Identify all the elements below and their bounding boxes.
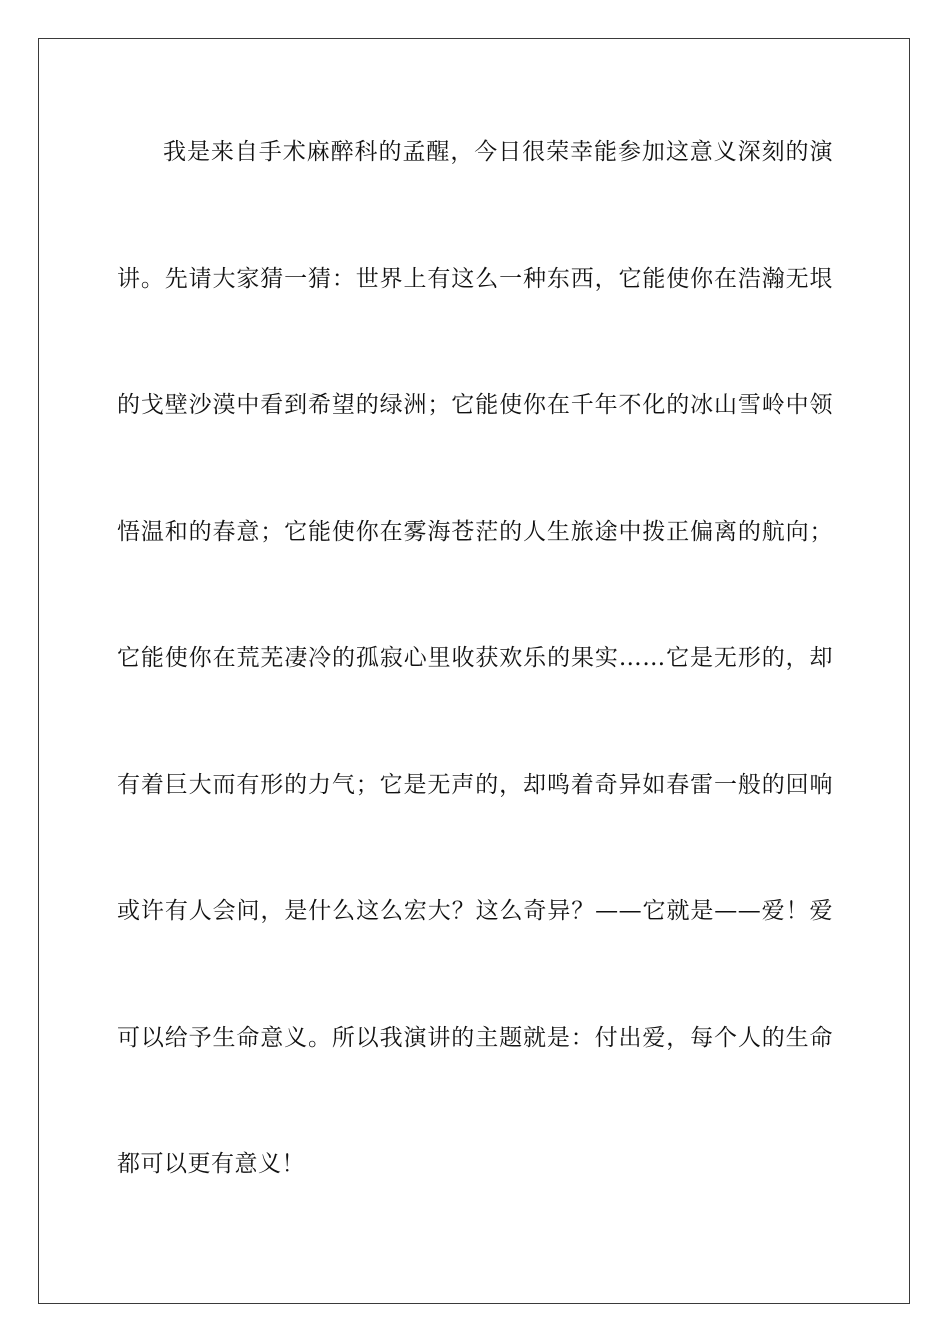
- paragraph-line: 的戈壁沙漠中看到希望的绿洲；它能使你在千年不化的冰山雪岭中领: [117, 392, 833, 418]
- paragraph-line: 我是来自手术麻醉科的孟醒，今日很荣幸能参加这意义深刻的演: [163, 139, 833, 165]
- paragraph-line: 有着巨大而有形的力气；它是无声的，却鸣着奇异如春雷一般的回响: [117, 771, 833, 798]
- paragraph-line: 它能使你在荒芜凄冷的孤寂心里收获欢乐的果实……它是无形的，却: [117, 645, 833, 671]
- paragraph-line: 都可以更有意义！: [117, 1151, 305, 1177]
- paragraph-line: 或许有人会问，是什么这么宏大？这么奇异？——它就是——爱！爱: [117, 898, 833, 924]
- paragraph-line: 悟温和的春意；它能使你在雾海苍茫的人生旅途中拨正偏离的航向；: [117, 518, 833, 545]
- paragraph-line: 讲。先请大家猜一猜：世界上有这么一种东西，它能使你在浩瀚无垠: [117, 265, 833, 292]
- paragraph-line: 可以给予生命意义。所以我演讲的主题就是：付出爱，每个人的生命: [117, 1024, 833, 1051]
- speech-paragraph: [117, 122, 833, 1261]
